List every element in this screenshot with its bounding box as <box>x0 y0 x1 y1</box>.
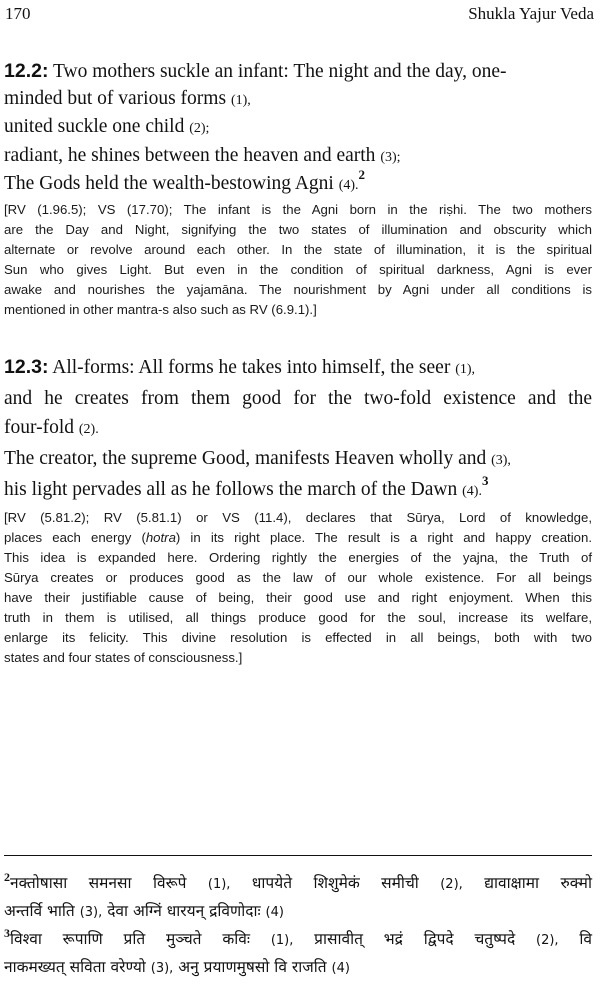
footnote-divider <box>4 855 592 856</box>
page-number: 170 <box>5 4 31 23</box>
page-header <box>5 4 594 28</box>
verse-number: 12.3: <box>4 356 49 378</box>
footnote-marker: 2 <box>4 870 10 884</box>
commentary-line: states and four states of consciousness.] <box>4 650 243 665</box>
footnote-ref: 3 <box>481 473 489 488</box>
commentary-line: Sun who gives Light. But even in the condition of spiritual darkness, Agni is ever <box>4 262 592 277</box>
commentary-line: Sūrya creates or produces good as the law of our whole existence. For all beings <box>4 570 592 585</box>
verse-line: radiant, he shines between the heaven and earth (3); <box>4 144 401 166</box>
commentary-line: This idea is expanded here. Ordering rightly the energies of the yajna, the Truth of <box>4 550 592 565</box>
footnote-3-line: नाकमख्यत् सविता वरेण्यो (3), अनु प्रयाणमुषसो वि राजति (4) <box>4 958 350 976</box>
verse-line: The Gods held the wealth-bestowing Agni (4).$^2$ <box>4 167 366 194</box>
commentary-line: alternate or revolve around each other. In the state of illumination, it is the spiritual <box>4 242 592 257</box>
commentary-line: have their justifiable cause of being, their good use and right enjoyment. When this <box>4 590 592 605</box>
commentary-line: mentioned in other mantra-s also such as RV (6.9.1).] <box>4 302 317 317</box>
verse-line: and he creates from them good for the two-fold existence and the <box>4 388 592 409</box>
verse-line: four-fold (2). <box>4 417 99 438</box>
commentary-line: awake and nourishes the yajamāna. The nourishment by Agni under all conditions is <box>4 282 592 297</box>
commentary-12-3 <box>4 508 592 668</box>
verse-line: The creator, the supreme Good, manifests Heaven wholly and (3), <box>4 448 511 469</box>
verse-12-3 <box>4 353 592 506</box>
commentary-line: [RV (1.96.5); VS (17.70); The infant is the Agni born in the riṣhi. The two mothers <box>4 202 592 217</box>
commentary-line: [RV (5.81.2); RV (5.81.1) or VS (11.4), declares that Sūrya, Lord of knowledge, <box>4 510 592 525</box>
verse-12-2 <box>4 58 592 200</box>
commentary-line: are the Day and Night, signifying the two states of illumination and obscurity which <box>4 222 592 237</box>
verse-line: united suckle one child (2); <box>4 116 210 137</box>
commentary-line: truth in them is utilised, all things produce good for the soul, increase its welfare, <box>4 610 592 625</box>
verse-line: his light pervades all as he follows the march of the Dawn (4).$^3$ <box>4 473 489 500</box>
footnote-marker: 3 <box>4 926 10 940</box>
commentary-line: enlarge its felicity. This divine resolution is effected in all beings, both with two <box>4 630 592 645</box>
footnote-3-line: $^3$विश्वा रूपाणि प्रति मुञ्चते कविः (1), प्रासावीत् भद्रं द्विपदे चतुष्पदे (2), वि <box>4 926 592 948</box>
verse-line: 12.3: All-forms: All forms he takes into himself, the seer (1), <box>4 356 476 378</box>
verse-line: 12.2: Two mothers suckle an infant: The night and the day, one- <box>4 60 507 82</box>
footnotes <box>4 870 592 982</box>
commentary-line: places each energy (hotra) in its right place. The result is a right and happy creation. <box>4 530 592 545</box>
running-title: Shukla Yajur Veda <box>468 4 594 23</box>
verse-number: 12.2: <box>4 60 49 82</box>
footnote-2-line: $^2$नक्तोषासा समनसा विरूपे (1), धापयेते शिशुमेकं समीची (2), द्यावाक्षामा रुक्मो <box>4 870 592 892</box>
verse-line: minded but of various forms (1), <box>4 87 251 109</box>
emphasis: hotra <box>145 530 176 545</box>
footnote-ref: 2 <box>358 167 366 182</box>
footnote-2-line: अन्तर्वि भाति (3), देवा अग्निं धारयन् द्रविणोदाः (4) <box>4 902 284 920</box>
commentary-12-2 <box>4 200 592 320</box>
